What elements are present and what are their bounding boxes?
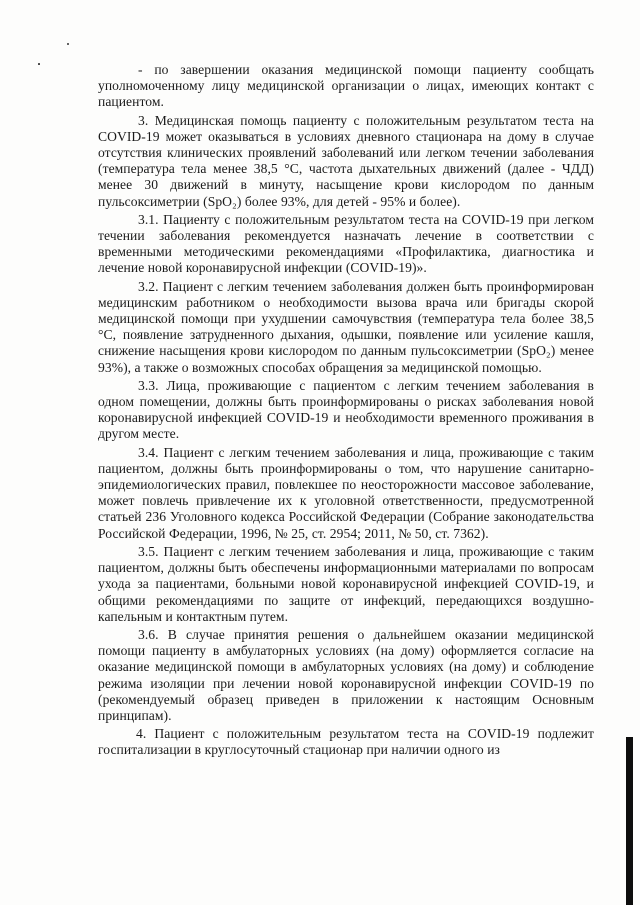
paragraph-3-3: 3.3. Лица, проживающие с пациентом с легким течением заболевания в одном помещении, должны быть проинформированы о рисках заболевания новой коронавирусной инфекцией COVID-19 и необходимости временного проживания в другом месте. bbox=[98, 377, 594, 442]
paragraph-contact-reporting: - по завершении оказания медицинской помощи пациенту сообщать уполномоченному лицу медицинской организации о лицах, имеющих контакт с пациентом. bbox=[98, 62, 594, 110]
paragraph-4: 4. Пациент с положительным результатом теста на COVID-19 подлежит госпитализации в круглосуточный стационар при наличии одного из bbox=[98, 726, 594, 758]
paragraph-3-1: 3.1. Пациенту с положительным результатом теста на COVID-19 при легком течении заболевания рекомендуется назначать лечение в соответствии с временными методическими рекомендациями «Профилактика, диагностика и лечение новой коронавирусной инфекции (COVID-19)». bbox=[98, 211, 594, 276]
paragraph-3: 3. Медицинская помощь пациенту с положительным результатом теста на COVID-19 может оказываться в условиях дневного стационара на дому в случае отсутствия клинических проявлений заболеваний или легком течении заболевания (температура тела менее 38,5 °С, частота дыхательных движений (далее - ЧДД) менее 30 движений в минуту, насыщение крови кислородом по данным пульсоксиметрии (SpO₂) более 93%, для детей - 95% и более). bbox=[98, 112, 594, 209]
paragraph-3-5: 3.5. Пациент с легким течением заболевания и лица, проживающие с таким пациентом, должны быть обеспечены информационными материалами по вопросам ухода за пациентами, больными новой коронавирусной инфекцией COVID-19, и общими рекомендациями по защите от инфекций, передающихся воздушно-капельным и контактным путем. bbox=[98, 543, 594, 624]
scan-speck bbox=[67, 43, 69, 45]
scan-speck bbox=[38, 63, 40, 65]
paragraph-3-4: 3.4. Пациент с легким течением заболевания и лица, проживающие с таким пациентом, должны быть проинформированы о том, что нарушение санитарно-эпидемиологических правил, повлекшее по неосторожности массовое заболевание, может повлечь привлечение их к уголовной ответственности, предусмотренной статьей 236 Уголовного кодекса Российской Федерации (Собрание законодательства Российской Федерации, 1996, № 25, ст. 2954; 2011, № 50, ст. 7362). bbox=[98, 444, 594, 541]
paragraph-3-2: 3.2. Пациент с легким течением заболевания должен быть проинформирован медицинским работником о необходимости вызова врача или бригады скорой медицинской помощи при ухудшении самочувствия (температура тела более 38,5 °С, появление затрудненного дыхания, одышки, появление или усиление кашля, снижение насыщения крови кислородом по данным пульсоксиметрии (SpO₂) менее 93%), а также о возможных способах обращения за медицинской помощью. bbox=[98, 278, 594, 375]
scan-edge-mark bbox=[626, 737, 633, 905]
document-body bbox=[98, 62, 594, 761]
paragraph-3-6: 3.6. В случае принятия решения о дальнейшем оказании медицинской помощи пациенту в амбулаторных условиях (на дому) оформляется согласие на оказание медицинской помощи в амбулаторных условиях (на дому) и соблюдение режима изоляции при лечении новой коронавирусной инфекции COVID-19 по (рекомендуемый образец приведен в приложении к настоящим Основным принципам). bbox=[98, 626, 594, 723]
